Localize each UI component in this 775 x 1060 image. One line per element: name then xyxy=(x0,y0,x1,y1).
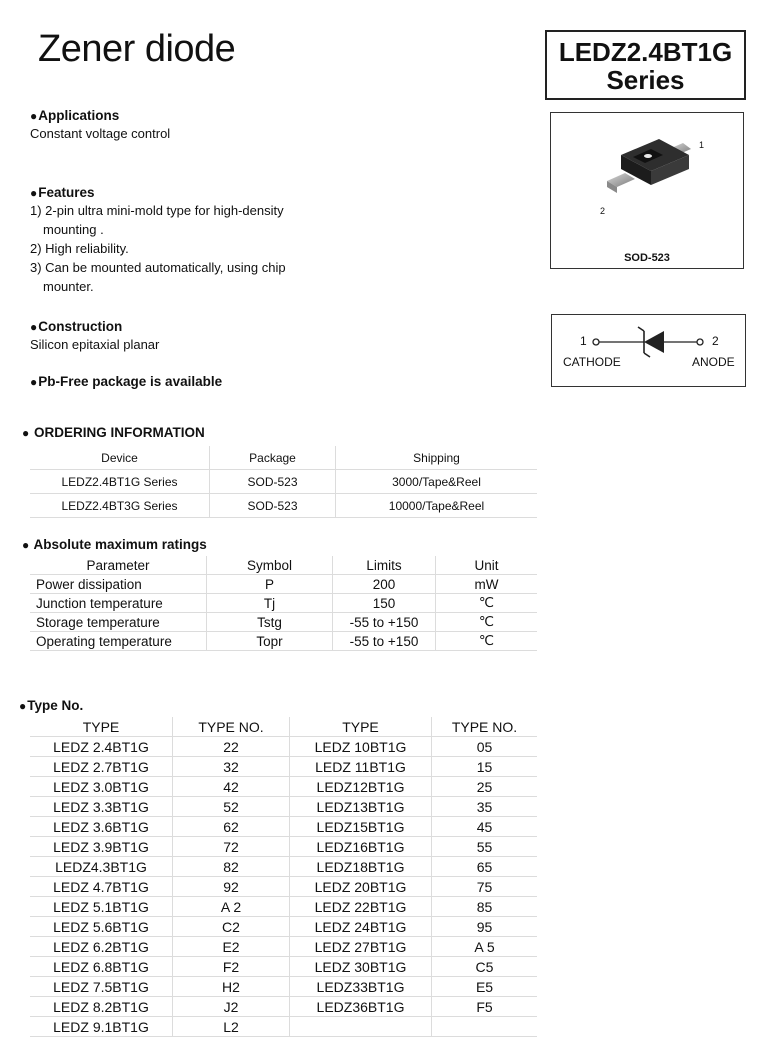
part-number: LEDZ2.4BT1G xyxy=(558,37,733,67)
table-cell: LEDZ 9.1BT1G xyxy=(30,1017,173,1037)
table-row xyxy=(30,613,537,632)
construction-heading: Construction xyxy=(38,319,123,334)
bullet-icon: ● xyxy=(30,375,38,389)
applications-text: Constant voltage control xyxy=(30,126,171,141)
table-header-row xyxy=(30,446,537,470)
table-cell: LEDZ 7.5BT1G xyxy=(30,977,173,997)
table-cell: 10000/Tape&Reel xyxy=(336,494,538,518)
zener-diode-symbol xyxy=(552,315,744,385)
table-cell: E5 xyxy=(432,977,538,997)
table-row xyxy=(30,594,537,613)
table-cell: LEDZ18BT1G xyxy=(290,857,432,877)
table-cell: LEDZ 27BT1G xyxy=(290,937,432,957)
table-row xyxy=(30,937,537,957)
table-cell: E2 xyxy=(173,937,290,957)
table-cell: 82 xyxy=(173,857,290,877)
table-cell: ℃ xyxy=(436,594,538,613)
table-cell: A 2 xyxy=(173,897,290,917)
page-title: Zener diode xyxy=(38,28,236,70)
table-cell: 75 xyxy=(432,877,538,897)
table-cell: LEDZ2.4BT3G Series xyxy=(30,494,210,518)
table-cell: 65 xyxy=(432,857,538,877)
table-cell: LEDZ16BT1G xyxy=(290,837,432,857)
table-cell: P xyxy=(207,575,333,594)
table-cell: 22 xyxy=(173,737,290,757)
table-cell: LEDZ12BT1G xyxy=(290,777,432,797)
types-heading: Type No. xyxy=(27,698,84,713)
table-cell: 150 xyxy=(333,594,436,613)
table-cell: LEDZ 3.3BT1G xyxy=(30,797,173,817)
table-cell: -55 to +150 xyxy=(333,632,436,651)
table-cell: 42 xyxy=(173,777,290,797)
table-cell: ℃ xyxy=(436,632,538,651)
table-cell: LEDZ 6.2BT1G xyxy=(30,937,173,957)
table-cell: F2 xyxy=(173,957,290,977)
table-cell: 72 xyxy=(173,837,290,857)
anode-label: ANODE xyxy=(692,355,735,369)
table-cell: 05 xyxy=(432,737,538,757)
table-cell: 200 xyxy=(333,575,436,594)
table-cell: 52 xyxy=(173,797,290,817)
table-cell: mW xyxy=(436,575,538,594)
table-cell: LEDZ15BT1G xyxy=(290,817,432,837)
package-pin2-label: 2 xyxy=(600,206,606,216)
table-cell: LEDZ 8.2BT1G xyxy=(30,997,173,1017)
symbol-pin2-number: 2 xyxy=(712,334,719,348)
table-cell: Tj xyxy=(207,594,333,613)
table-row xyxy=(30,777,537,797)
table-row xyxy=(30,977,537,997)
table-cell: Operating temperature xyxy=(30,632,207,651)
feature-item: mounting . xyxy=(43,222,104,237)
table-cell: SOD-523 xyxy=(210,470,336,494)
table-header-row xyxy=(30,717,537,737)
table-cell: 32 xyxy=(173,757,290,777)
table-cell: 85 xyxy=(432,897,538,917)
table-header-cell: Symbol xyxy=(207,556,333,575)
symbol-pin1-number: 1 xyxy=(580,334,587,348)
bullet-icon: ● xyxy=(22,538,30,552)
construction-section xyxy=(30,319,159,354)
table-cell: A 5 xyxy=(432,937,538,957)
table-cell: 45 xyxy=(432,817,538,837)
table-cell: 3000/Tape&Reel xyxy=(336,470,538,494)
package-pin1-label: 1 xyxy=(699,140,705,150)
table-cell: F5 xyxy=(432,997,538,1017)
table-cell: -55 to +150 xyxy=(333,613,436,632)
ratings-heading: Absolute maximum ratings xyxy=(33,537,207,552)
bullet-icon: ● xyxy=(30,186,38,200)
ordering-table xyxy=(30,446,537,518)
package-name: SOD-523 xyxy=(624,252,670,264)
ordering-heading-row xyxy=(22,425,205,440)
table-cell: LEDZ36BT1G xyxy=(290,997,432,1017)
table-header-cell: TYPE NO. xyxy=(173,717,290,737)
table-row xyxy=(30,837,537,857)
table-header-cell: TYPE xyxy=(290,717,432,737)
table-cell: 25 xyxy=(432,777,538,797)
table-cell: LEDZ 10BT1G xyxy=(290,737,432,757)
table-row xyxy=(30,817,537,837)
bullet-icon: ● xyxy=(22,426,30,440)
table-row xyxy=(30,575,537,594)
table-cell: LEDZ 24BT1G xyxy=(290,917,432,937)
table-cell: LEDZ 22BT1G xyxy=(290,897,432,917)
table-cell: H2 xyxy=(173,977,290,997)
feature-item: mounter. xyxy=(43,279,94,294)
table-row xyxy=(30,797,537,817)
table-header-cell: Device xyxy=(30,446,210,470)
table-row xyxy=(30,997,537,1017)
table-row xyxy=(30,917,537,937)
table-cell: LEDZ2.4BT1G Series xyxy=(30,470,210,494)
feature-item: 2) High reliability. xyxy=(30,241,129,256)
table-row xyxy=(30,757,537,777)
table-cell: SOD-523 xyxy=(210,494,336,518)
table-row xyxy=(30,737,537,757)
table-cell: LEDZ 3.6BT1G xyxy=(30,817,173,837)
table-cell: 35 xyxy=(432,797,538,817)
table-cell: Tstg xyxy=(207,613,333,632)
table-row xyxy=(30,470,537,494)
table-cell: Junction temperature xyxy=(30,594,207,613)
table-cell: LEDZ4.3BT1G xyxy=(30,857,173,877)
table-cell: C2 xyxy=(173,917,290,937)
table-cell: LEDZ 5.1BT1G xyxy=(30,897,173,917)
ratings-table xyxy=(30,556,537,651)
table-row xyxy=(30,494,537,518)
table-cell: Storage temperature xyxy=(30,613,207,632)
table-header-cell: Parameter xyxy=(30,556,207,575)
package-image-box xyxy=(550,112,744,269)
pbfree-text: Pb-Free package is available xyxy=(38,374,223,389)
table-cell: C5 xyxy=(432,957,538,977)
table-cell: LEDZ 5.6BT1G xyxy=(30,917,173,937)
type-number-table xyxy=(30,717,537,1037)
table-row xyxy=(30,1017,537,1037)
table-row xyxy=(30,632,537,651)
feature-item: 1) 2-pin ultra mini-mold type for high-density xyxy=(30,203,284,218)
table-cell: 92 xyxy=(173,877,290,897)
table-header-cell: TYPE NO. xyxy=(432,717,538,737)
table-cell: 15 xyxy=(432,757,538,777)
table-cell: LEDZ 2.4BT1G xyxy=(30,737,173,757)
table-cell: LEDZ 20BT1G xyxy=(290,877,432,897)
table-cell: Power dissipation xyxy=(30,575,207,594)
table-cell xyxy=(290,1017,432,1037)
table-header-cell: Limits xyxy=(333,556,436,575)
ratings-heading-row xyxy=(22,537,207,552)
table-cell: J2 xyxy=(173,997,290,1017)
part-series: Series xyxy=(606,65,685,95)
features-section xyxy=(30,185,286,296)
bullet-icon: ● xyxy=(19,699,27,713)
table-cell: LEDZ 4.7BT1G xyxy=(30,877,173,897)
table-cell: LEDZ 2.7BT1G xyxy=(30,757,173,777)
part-number-box xyxy=(545,30,746,100)
table-cell: 55 xyxy=(432,837,538,857)
table-cell: ℃ xyxy=(436,613,538,632)
bullet-icon: ● xyxy=(30,109,38,123)
table-cell: LEDZ 11BT1G xyxy=(290,757,432,777)
table-cell xyxy=(432,1017,538,1037)
table-row xyxy=(30,957,537,977)
table-cell: LEDZ33BT1G xyxy=(290,977,432,997)
feature-item: 3) Can be mounted automatically, using chip xyxy=(30,260,286,275)
table-cell: LEDZ 3.9BT1G xyxy=(30,837,173,857)
table-header-cell: Package xyxy=(210,446,336,470)
table-row xyxy=(30,897,537,917)
table-cell: 62 xyxy=(173,817,290,837)
construction-text: Silicon epitaxial planar xyxy=(30,337,160,352)
applications-section xyxy=(30,108,170,143)
applications-heading: Applications xyxy=(38,108,120,123)
cathode-label: CATHODE xyxy=(563,355,621,369)
sod523-package-illustration xyxy=(551,113,743,243)
table-header-cell: TYPE xyxy=(30,717,173,737)
table-cell: LEDZ13BT1G xyxy=(290,797,432,817)
table-header-cell: Unit xyxy=(436,556,538,575)
table-row xyxy=(30,877,537,897)
ordering-heading: ORDERING INFORMATION xyxy=(34,425,205,440)
table-cell: LEDZ 3.0BT1G xyxy=(30,777,173,797)
table-header-cell: Shipping xyxy=(336,446,538,470)
table-cell: L2 xyxy=(173,1017,290,1037)
table-row xyxy=(30,857,537,877)
bullet-icon: ● xyxy=(30,320,38,334)
table-cell: 95 xyxy=(432,917,538,937)
zener-symbol-box xyxy=(551,314,746,387)
types-heading-row xyxy=(19,698,83,713)
table-cell: LEDZ 6.8BT1G xyxy=(30,957,173,977)
table-header-row xyxy=(30,556,537,575)
table-cell: LEDZ 30BT1G xyxy=(290,957,432,977)
features-heading: Features xyxy=(38,185,95,200)
pbfree-note xyxy=(30,374,222,389)
table-cell: Topr xyxy=(207,632,333,651)
